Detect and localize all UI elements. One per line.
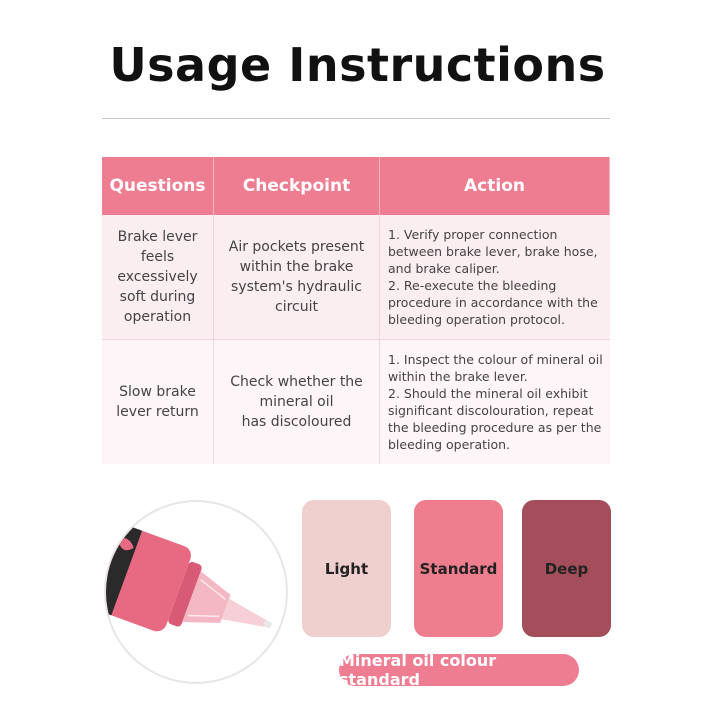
row1-checkpoint: Air pockets present within the brake system's hydraulic circuit: [214, 215, 380, 339]
row2-question: Slow brake lever return: [102, 340, 214, 464]
oil-tube-image: [104, 500, 288, 684]
header-checkpoint: Checkpoint: [214, 157, 380, 215]
row1-question: Brake lever feels excessively soft during operation: [102, 215, 214, 339]
colour-standard-caption: Mineral oil colour standard: [339, 654, 579, 686]
swatch-light-label: Light: [324, 559, 369, 578]
header-action: Action: [380, 157, 610, 215]
page-title: Usage Instructions: [109, 38, 606, 92]
row2-action: 1. Inspect the colour of mineral oil within the brake lever. 2. Should the mineral oil exhibit significant discolouration, repeat the bleeding procedure as per the bleeding operation.: [380, 340, 610, 464]
swatch-standard-label: Standard: [419, 559, 498, 578]
swatch-deep-label: Deep: [544, 559, 589, 578]
row1-action: 1. Verify proper connection between brake lever, brake hose, and brake caliper. 2. Re-execute the bleeding procedure in accordance with the bleeding operation protocol.: [380, 215, 610, 339]
header-questions: Questions: [102, 157, 214, 215]
title-divider: [102, 118, 610, 119]
swatch-standard: [414, 500, 503, 637]
swatch-light: [302, 500, 391, 637]
row2-checkpoint: Check whether the mineral oil has discoloured: [214, 340, 380, 464]
swatch-deep: [522, 500, 611, 637]
oil-tube-illustration: [106, 502, 286, 682]
usage-table: [102, 157, 610, 464]
